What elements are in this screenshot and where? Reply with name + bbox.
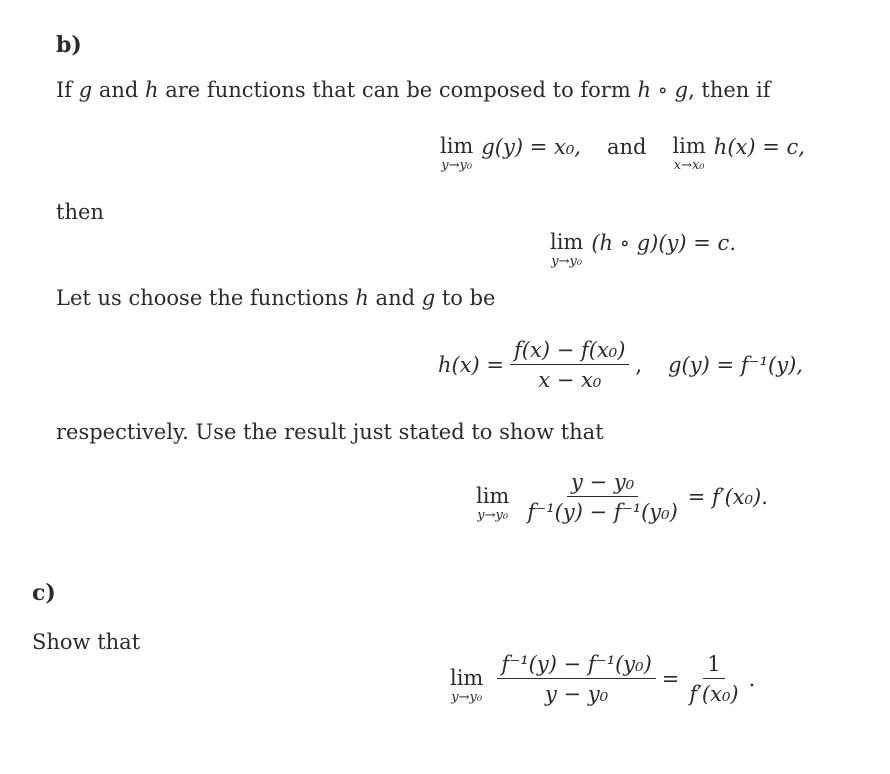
limit-operator: lim y→y₀ [550,230,584,269]
var-g: g [78,78,93,102]
eq3-lhs: h(x) = [438,353,505,377]
eq1-left: g(y) = x₀, [481,135,581,159]
part-b-heading: b) [56,32,82,58]
part-b-intro [56,78,771,102]
equation-derivative-result [476,470,768,524]
eq4-rhs: = f′(x₀). [687,485,768,509]
show-that-text: Show that [32,630,141,654]
composition: h ∘ g [637,78,689,102]
respectively-text: respectively. Use the result just stated to show that [56,420,604,444]
equation-composition-limit [550,232,736,268]
eq1-right: h(x) = c, [713,135,805,159]
equation-definitions: h(x) = $\frac{\text{f(x) − f(x₀)}}{\text{x − x₀}}$ , g(y) = f⁻¹(y), [438,338,803,392]
equation-limits-given [440,136,805,172]
fraction: $\frac{\text{y − y₀}}{\text{f⁻¹(y) − f⁻¹(y₀)}}$ [527,470,678,524]
fraction: $\frac{\text{f(x) − f(x₀)}}{\text{x − x₀}}$ [510,338,629,392]
var-h: h [145,78,159,102]
part-c-heading: c) [32,580,56,606]
intro-text-4: , then if [688,78,771,102]
choose-text: Let us choose the functions h and g to be [56,286,496,310]
limit-operator: lim y→y₀ [440,134,474,173]
eq1-and: and [606,135,647,159]
limit-operator: lim y→y₀ [450,666,484,705]
equation-inverse-derivative: lim y→y₀ $\frac{\text{f⁻¹(y) − f⁻¹(y₀)}}{\text{y − y₀}}$ = $\frac{1}{\text{f′(x₀)}}$ . [450,652,756,706]
limit-operator: lim y→y₀ [476,484,510,523]
limit-operator: lim x→x₀ [672,134,706,173]
eq2-body: (h ∘ g)(y) = c. [591,231,736,255]
fraction: $\frac{\text{f⁻¹(y) − f⁻¹(y₀)}}{\text{y − y₀}}$ [497,652,655,706]
then-text: then [56,200,104,224]
intro-text-1: If [56,78,79,102]
intro-text-3: are functions that can be composed to form [158,78,638,102]
eq3-rhs: g(y) = f⁻¹(y), [668,353,803,377]
fraction: $\frac{1}{\text{f′(x₀)}}$ [689,652,739,706]
intro-text-2: and [92,78,146,102]
